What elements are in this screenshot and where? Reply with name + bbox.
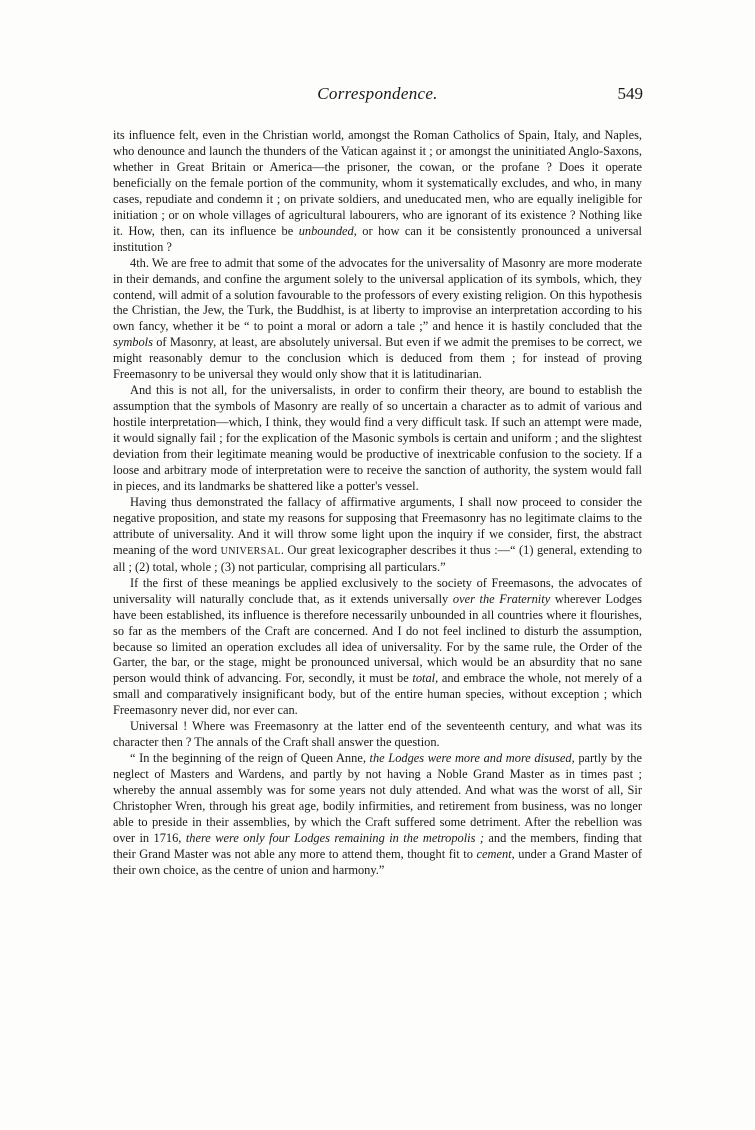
emphasis: the Lodges were more and more disused — [369, 751, 572, 766]
article-body — [113, 128, 642, 879]
text: of Masonry, at least, are absolutely universal. But even if we admit the premises to be correct, we might reasonably demur to the conclusion which is deduced from them ; for instead of proving Freemasonry to be universal they would only show that it is latitudinarian. — [113, 335, 642, 382]
text: Universal ! Where was Freemasonry at the latter end of the seventeenth century, and what was its character then ? The annals of the Craft shall answer the question. — [113, 719, 642, 750]
emphasis: over the Fraternity — [452, 591, 551, 606]
page-header — [115, 84, 643, 108]
paragraph-1 — [113, 128, 642, 256]
emphasis: total — [412, 671, 436, 686]
emphasis: there were only four Lodges remaining in the metropolis ; — [185, 830, 484, 845]
paragraph-5 — [113, 576, 642, 720]
emphasis: unbounded — [298, 223, 354, 238]
paragraph-7-quotation — [113, 751, 642, 879]
paragraph-2 — [113, 256, 642, 384]
text: its influence felt, even in the Christian world, amongst the Roman Catholics of Spain, Italy, and Naples, who denounce and launch the thunders of the Vatican against it ; or amongst the uninitiated Anglo-Saxons, whether in Great Britain or America—the prisoner, the cowan, or the profane ? Does it operate beneficially on the female portion of the community, whom it systematically excludes, and who, in many cases, repudiate and condemn it ; on private soldiers, and uneducated men, who are equally ineligible for initiation ; or on whole villages of agricultural labourers, who are ignorant of its existence ? Nothing like it. How, then, can its influence be — [113, 128, 642, 238]
text: 4th. We are free to admit that some of the advocates for the universality of Masonry are more moderate in their demands, and confine the argument solely to the universal application of its symbols, which, they contend, will admit of a solution favourable to the professors of every existing religion. On this hypothesis the Christian, the Jew, the Turk, the Buddhist, is at liberty to improvise an interpretation according to his own fancy, whether it be “ to point a moral or adorn a tale ;” and hence it is hastily concluded that the — [113, 255, 642, 334]
emphasis: symbols — [113, 335, 153, 350]
text: , under a Grand Master of their own choice, as the centre of union and harmony.” — [113, 846, 642, 877]
paragraph-3 — [113, 383, 642, 495]
page-number: 549 — [617, 84, 643, 103]
text: Having thus demonstrated the fallacy of affirmative arguments, I shall now proceed to consider the negative proposition, and state my reasons for supposing that Freemasonry has no legitimate claims to the attribute of universality. And it will throw some light upon the inquiry if we consider, first, the abstract meaning of the word — [113, 494, 642, 557]
text: , or how can it be consistently pronounced a universal institution ? — [113, 223, 642, 254]
text: And this is not all, for the universalists, in order to confirm their theory, are bound to establish the assumption that the symbols of Masonry are really of so uncertain a character as to admit of various and hostile interpretation—which, I think, they would find a very difficult task. If such an attempt were made, it would signally fail ; for the explication of the Masonic symbols is certain and uniform ; and the slightest deviation from their legitimate meaning would be productive of inextricable confusion to the society. If a loose and arbitrary mode of interpretation were to receive the sanction of authority, the system would fall in pieces, and its landmarks be shattered like a potter's vessel. — [113, 383, 642, 493]
text: If the first of these meanings be applied exclusively to the society of Freemasons, the advocates of universality will naturally conclude that, as it extends universally — [113, 575, 642, 606]
text: “ In the beginning of the reign of Queen Anne, — [130, 751, 370, 766]
text: wherever Lodges have been established, its influence is therefore necessarily unbounded in all countries where it flourishes, so far as the members of the Craft are concerned. And I do not feel inclined to disturb the assumption, because so limited an operation excludes all idea of universality. For by the same rule, the Order of the Garter, the bar, or the stage, might be pronounced universal, which would be an absurdity that no sane person would think of advancing. For, secondly, it must be — [113, 591, 643, 686]
small-caps-word: UNIVERSAL — [220, 545, 281, 557]
emphasis: cement — [476, 846, 512, 861]
running-title: Correspondence. — [317, 84, 438, 103]
paragraph-4 — [113, 495, 642, 576]
paragraph-6 — [113, 719, 642, 751]
text: , partly by the neglect of Masters and Wardens, and partly by not having a Noble Grand Master as in times past ; whereby the annual assembly was for some years not duly attended. And what was the worst of all, Sir Christopher Wren, through his great age, bodily infirmities, and retirement from business, was no longer able to preside in their assemblies, by which the Craft suffered some detriment. After the rebellion was over in 1716, — [113, 751, 642, 845]
text: , and embrace the whole, not merely of a small and comparatively insignificant body, but of the entire human species, without exception ; which Freemasonry never did, nor ever can. — [113, 671, 642, 718]
text: and the members, finding that their Grand Master was not able any more to attend them, thought fit to — [113, 830, 643, 861]
text: . Our great lexicographer describes it thus :—“ (1) general, extending to all ; (2) total, whole ; (3) not particular, comprising all particulars.” — [113, 542, 643, 574]
